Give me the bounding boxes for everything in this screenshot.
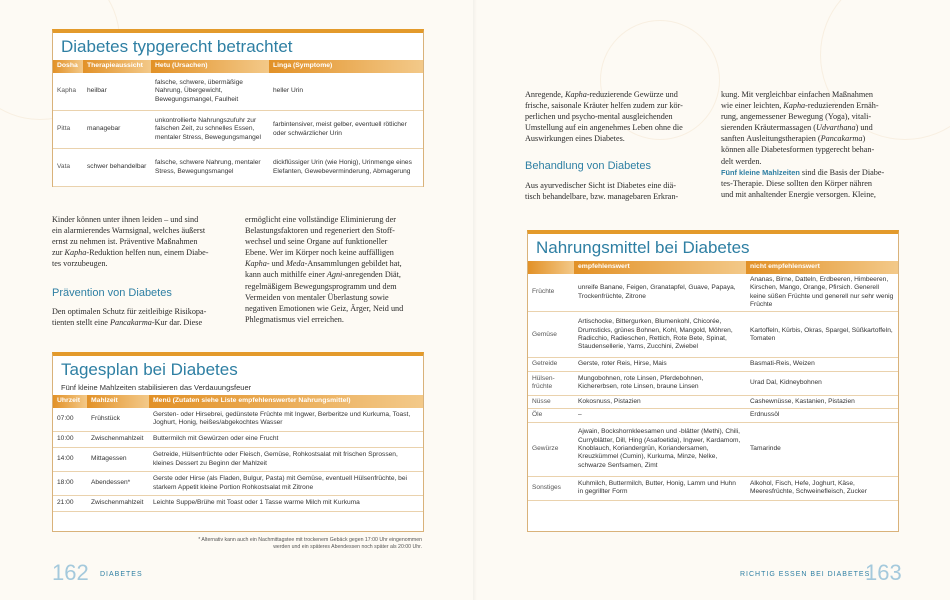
text-line: Ebene. Wer im Körper noch keine auffälligen bbox=[245, 248, 394, 258]
text-line: delt werden. bbox=[721, 156, 762, 166]
not-recommended-cell: Basmati-Reis, Weizen bbox=[746, 358, 898, 371]
not-recommended-cell: Urad Dal, Kidneybohnen bbox=[746, 371, 898, 395]
meal-cell: Frühstück bbox=[87, 408, 149, 432]
prevention-heading: Prävention von Diabetes bbox=[52, 287, 172, 299]
recommended-cell: Ajwain, Bockshornkleesamen und -blätter (Methi), Chili, Curryblätter, Dill, Hing (Asafoetida), Ingwer, Kardamom, Knoblauch, Koriandergrün, Koriandersamen, Kreuzkümmel (Cumin), Kurkuma, Minze, Nelke, schwarze Senfsamen, Zimt bbox=[574, 422, 746, 476]
meal-cell: Zwischenmahlzeit bbox=[87, 432, 149, 448]
menu-cell: Getreide, Hülsenfrüchte oder Fleisch, Gemüse, Rohkostsalat mit frischen Sprossen, kleines Dessert zu Beginn der Mahlzeit bbox=[149, 448, 423, 472]
meal-cell: Abendessen* bbox=[87, 472, 149, 496]
col-header: Dosha bbox=[53, 60, 83, 73]
dosha-cell: Pitta bbox=[53, 111, 83, 149]
text-line: ein alarmierendes Warnsignal, welches äußerst bbox=[52, 226, 206, 236]
category-cell: Gewürze bbox=[528, 422, 574, 476]
prognosis-cell: schwer behandelbar bbox=[83, 149, 151, 187]
col-header bbox=[528, 261, 574, 274]
text-line: Umstellung auf ein angenehmes Leben ohne die bbox=[525, 123, 683, 133]
table-row bbox=[528, 312, 898, 358]
table-row bbox=[528, 476, 898, 500]
text-line: Phlegmatismus viel erreichen. bbox=[245, 314, 344, 324]
not-recommended-cell: Ananas, Birne, Datteln, Erdbeeren, Himbeeren, Kirschen, Mango, Orange, Pfirsich. Generell keine süßen Früchte und generell nur sehr wenig Früchte bbox=[746, 274, 898, 312]
recommended-cell: Mungobohnen, rote Linsen, Pferdebohnen, Kichererbsen, rote Linsen, braune Linsen bbox=[574, 371, 746, 395]
table-row bbox=[53, 472, 423, 496]
text-line: sanften Ausleitungstherapien ( bbox=[721, 134, 821, 144]
term: Meda bbox=[285, 259, 305, 269]
text-line: Belastungsfaktoren und regeneriert den Stoff- bbox=[245, 226, 395, 236]
text-line: kung. Mit vergleichbar einfachen Maßnahmen bbox=[721, 90, 873, 99]
text-line: ermöglicht eine vollständige Eliminierung der bbox=[245, 215, 396, 224]
body-text-col1 bbox=[525, 89, 707, 144]
text-line: Den optimalen Schutz für zeitleibige Risikopa- bbox=[52, 307, 207, 316]
text-line: -reduzierende Gewürze und bbox=[586, 90, 678, 99]
body-text-col1 bbox=[52, 214, 238, 269]
table-row bbox=[528, 395, 898, 408]
table-row bbox=[53, 149, 423, 187]
menu-cell: Leichte Suppe/Brühe mit Toast oder 1 Tasse warme Milch mit Kurkuma bbox=[149, 496, 423, 512]
causes-cell: falsche, schwere, übermäßige Nahrung, Übergewicht, Bewegungsmangel, Faulheit bbox=[151, 73, 269, 111]
category-cell: Gemüse bbox=[528, 312, 574, 358]
table-row bbox=[528, 274, 898, 312]
recommended-cell: Artischocke, Bittergurken, Blumenkohl, Chicorée, Drumsticks, grünes Bohnen, Kohl, Mangold, Möhren, Radicchio, Radieschen, Rettich, Rote Bete, Spinat, Staudensellerie, Yams, Zucchini, Zwiebel bbox=[574, 312, 746, 358]
body-text-col2 bbox=[721, 89, 907, 200]
text-line: rung, angemessener Bewegung (Yoga), vitali- bbox=[721, 112, 872, 122]
text-line: und mit anhaltender Energie versorgen. Kleine, bbox=[721, 189, 876, 199]
time-cell: 21:00 bbox=[53, 496, 87, 512]
text-line: Auswirkungen eines Diabetes. bbox=[525, 134, 625, 144]
table-row bbox=[528, 409, 898, 422]
diabetes-types-table bbox=[53, 60, 423, 187]
text-line: Kinder können unter ihnen leiden – und sind bbox=[52, 215, 199, 224]
text-line: tienten stellt eine bbox=[52, 318, 110, 328]
text-line: sierenden Kräutermassagen ( bbox=[721, 123, 817, 133]
text-line: negativen Emotionen wie Geiz, Ärger, Neid und bbox=[245, 303, 404, 313]
body-text-col2 bbox=[245, 214, 431, 325]
recommended-cell: – bbox=[574, 409, 746, 422]
text-line: ) bbox=[862, 134, 866, 144]
treatment-heading: Behandlung von Diabetes bbox=[525, 160, 651, 172]
dosha-cell: Kapha bbox=[53, 73, 83, 111]
term: Pancakarma bbox=[109, 318, 152, 328]
not-recommended-cell: Cashewnüsse, Kastanien, Pistazien bbox=[746, 395, 898, 408]
text-line: perlichen und psycho-mental ausgleichenden bbox=[525, 112, 673, 122]
text-line: Anregende, bbox=[525, 90, 566, 99]
table-row bbox=[53, 448, 423, 472]
page-number: 163 bbox=[865, 560, 902, 585]
col-header: Linga (Symptome) bbox=[269, 60, 423, 73]
inline-heading: Fünf kleine Mahlzeiten bbox=[721, 167, 800, 177]
text-line: Aus ayurvedischer Sicht ist Diabetes eine diä- bbox=[525, 181, 676, 190]
table-row bbox=[53, 432, 423, 448]
col-header: Menü (Zutaten siehe Liste empfehlenswerter Nahrungsmittel) bbox=[149, 395, 423, 408]
box-title: Tagesplan bei Diabetes bbox=[61, 360, 238, 379]
table-row bbox=[528, 371, 898, 395]
term: Kapha bbox=[565, 90, 587, 99]
col-header: Mahlzeit bbox=[87, 395, 149, 408]
table-row bbox=[528, 422, 898, 476]
not-recommended-cell: Alkohol, Fisch, Hefe, Joghurt, Käse, Meeresfrüchte, Schweinefleisch, Zucker bbox=[746, 476, 898, 500]
right-page bbox=[475, 0, 950, 600]
col-header: Hetu (Ursachen) bbox=[151, 60, 269, 73]
meal-cell: Mittagessen bbox=[87, 448, 149, 472]
category-cell: Hülsen-früchte bbox=[528, 371, 574, 395]
not-recommended-cell: Tamarinde bbox=[746, 422, 898, 476]
foods-table bbox=[528, 261, 898, 501]
meal-cell: Zwischenmahlzeit bbox=[87, 496, 149, 512]
term: Agni bbox=[326, 270, 343, 280]
box-subtitle: Fünf kleine Mahlzeiten stabilisieren das Verdauungsfeuer bbox=[61, 383, 252, 392]
prognosis-cell: heilbar bbox=[83, 73, 151, 111]
box-title: Diabetes typgerecht betrachtet bbox=[61, 37, 293, 56]
symptoms-cell: heller Urin bbox=[269, 73, 423, 111]
term: Kapha bbox=[245, 259, 267, 269]
text-line: tes-Therapie. Diese sollten den Körper nähren bbox=[721, 178, 872, 188]
box-title: Nahrungsmittel bei Diabetes bbox=[536, 238, 750, 257]
causes-cell: unkontrollierte Nahrungszufuhr zur falschen Zeit, zu schnelles Essen, mentaler Stress, Bewegungsmangel bbox=[151, 111, 269, 149]
table-row bbox=[53, 73, 423, 111]
menu-cell: Buttermilch mit Gewürzen oder eine Frucht bbox=[149, 432, 423, 448]
prevention-text bbox=[52, 306, 242, 328]
table-row bbox=[53, 408, 423, 432]
term: Kapha bbox=[783, 101, 806, 111]
category-cell: Öle bbox=[528, 409, 574, 422]
page-number: 162 bbox=[52, 560, 89, 585]
category-cell: Früchte bbox=[528, 274, 574, 312]
text-line: sind die Basis der Diabe- bbox=[799, 167, 885, 177]
time-cell: 07:00 bbox=[53, 408, 87, 432]
text-line: -Kur dar. Diese bbox=[151, 318, 203, 328]
text-line: regelmäßigem Bewegungsprogramm und dem bbox=[245, 281, 397, 291]
text-line: wie einer leichten, bbox=[721, 101, 784, 111]
table-row bbox=[53, 496, 423, 512]
symptoms-cell: farbintensiver, meist gelber, eventuell rötlicher oder schwärzlicher Urin bbox=[269, 111, 423, 149]
text-line: ernst zu nehmen ist. Präventive Maßnahmen bbox=[52, 237, 198, 247]
text-line: -Ansammlungen gebildet hat, bbox=[304, 259, 402, 269]
time-cell: 18:00 bbox=[53, 472, 87, 496]
daily-plan-table bbox=[53, 395, 423, 512]
col-header: empfehlenswert bbox=[574, 261, 746, 274]
footnote-line: * Alternativ kann auch ein Nachmittagstee mit trockenem Gebäck gegen 17:00 Uhr eingenommen bbox=[198, 537, 422, 543]
term: Pancakarma bbox=[820, 134, 863, 144]
col-header: Uhrzeit bbox=[53, 395, 87, 408]
text-line: Vermeiden von mentaler Überlastung sowie bbox=[245, 292, 389, 302]
recommended-cell: unreife Banane, Feigen, Granatapfel, Guave, Papaya, Trockenfrüchte, Zitrone bbox=[574, 274, 746, 312]
causes-cell: falsche, schwere Nahrung, mentaler Stress, Bewegungsmangel bbox=[151, 149, 269, 187]
recommended-cell: Gerste, roter Reis, Hirse, Mais bbox=[574, 358, 746, 371]
menu-cell: Gerste oder Hirse (als Fladen, Bulgur, Pasta) mit Gemüse, eventuell Hülsenfrüchte, bei starkem Appetit kleine Portion Rohkostsalat mit Zitrone bbox=[149, 472, 423, 496]
category-cell: Getreide bbox=[528, 358, 574, 371]
text-line: tes vorzubeugen. bbox=[52, 259, 108, 269]
foods-box bbox=[527, 230, 899, 532]
time-cell: 14:00 bbox=[53, 448, 87, 472]
category-cell: Nüsse bbox=[528, 395, 574, 408]
recommended-cell: Kokosnuss, Pistazien bbox=[574, 395, 746, 408]
term: Kapha bbox=[64, 248, 87, 258]
menu-cell: Gersten- oder Hirsebrei, gedünstete Früchte mit Ingwer, Berberitze und Kurkuma, Toast, Joghurt, Honig, heißes/abgekochtes Wasser bbox=[149, 408, 423, 432]
term: Udvarthana bbox=[816, 123, 856, 133]
text-line: -reduzierenden Ernäh- bbox=[805, 101, 879, 111]
treatment-text bbox=[525, 180, 707, 202]
prognosis-cell: managebar bbox=[83, 111, 151, 149]
text-line: zur bbox=[52, 248, 65, 258]
text-line: tisch behandelbare, bzw. managebaren Erkran- bbox=[525, 192, 679, 202]
col-header: Therapieaussicht bbox=[83, 60, 151, 73]
text-line: frische, saisonale Kräuter helfen zudem zur kör- bbox=[525, 101, 683, 111]
dosha-cell: Vata bbox=[53, 149, 83, 187]
text-line: -Reduktion helfen nun, einem Diabe- bbox=[86, 248, 209, 258]
recommended-cell: Kuhmilch, Buttermilch, Butter, Honig, Lamm und Huhn in gegrillter Form bbox=[574, 476, 746, 500]
footnote-line: werden und ein späteres Abendessen noch später als 20:00 Uhr. bbox=[273, 544, 422, 550]
footnote bbox=[150, 537, 422, 551]
symptoms-cell: dickflüssiger Urin (wie Honig), Urinmenge eines Elefanten, Gewebeverminderung, Abmagerung bbox=[269, 149, 423, 187]
text-line: ) und bbox=[855, 123, 873, 133]
table-row bbox=[528, 358, 898, 371]
category-cell: Sonstiges bbox=[528, 476, 574, 500]
diabetes-types-box bbox=[52, 29, 424, 187]
text-line: - und bbox=[266, 259, 286, 269]
text-line: können alle Diabetesformen typgerecht behan- bbox=[721, 145, 875, 155]
not-recommended-cell: Kartoffeln, Kürbis, Okras, Spargel, Süßkartoffeln, Tomaten bbox=[746, 312, 898, 358]
col-header: nicht empfehlenswert bbox=[746, 261, 898, 274]
running-head: RICHTIG ESSEN BEI DIABETES bbox=[740, 571, 871, 578]
text-line: -anregenden Diät, bbox=[342, 270, 401, 280]
text-line: wechsel und seine Organe auf funktioneller bbox=[245, 237, 388, 247]
not-recommended-cell: Erdnussöl bbox=[746, 409, 898, 422]
running-head: DIABETES bbox=[100, 571, 143, 578]
daily-plan-box bbox=[52, 352, 424, 532]
text-line: kann auch mithilfe einer bbox=[245, 270, 327, 280]
table-row bbox=[53, 111, 423, 149]
time-cell: 10:00 bbox=[53, 432, 87, 448]
